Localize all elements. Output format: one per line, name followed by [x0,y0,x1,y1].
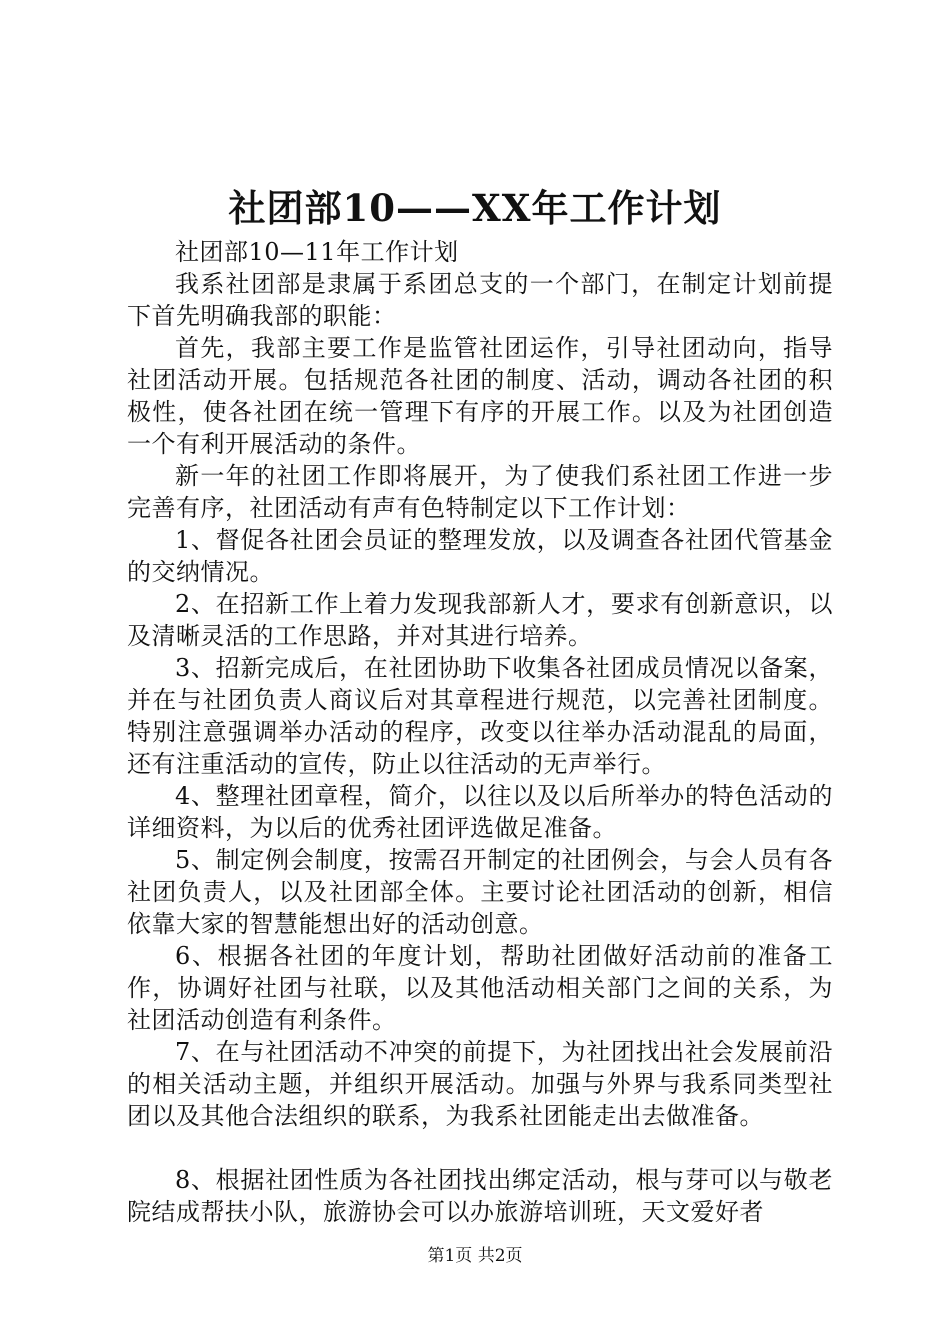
paragraph-intro: 我系社团部是隶属于系团总支的一个部门，在制定计划前提下首先明确我部的职能： [127,270,833,330]
paragraph-item-1: 1、督促各社团会员证的整理发放，以及调查各社团代管基金的交纳情况。 [127,526,833,586]
paragraph-item-4: 4、整理社团章程，简介，以往以及以后所举办的特色活动的详细资料，为以后的优秀社团评选做足准备。 [127,782,833,842]
paragraph-plan-intro: 新一年的社团工作即将展开，为了使我们系社团工作进一步完善有序，社团活动有声有色特制定以下工作计划： [127,462,833,522]
document-title: 社团部10——XX年工作计划 [228,186,722,230]
paragraph-item-7: 7、在与社团活动不冲突的前提下，为社团找出社会发展前沿的相关活动主题，并组织开展活动。加强与外界与我系同类型社团以及其他合法组织的联系，为我系社团能走出去做准备。 [127,1038,833,1130]
paragraph-duties: 首先，我部主要工作是监管社团运作，引导社团动向，指导社团活动开展。包括规范各社团的制度、活动，调动各社团的积极性，使各社团在统一管理下有序的开展工作。以及为社团创造一个有利开展活动的条件。 [127,334,833,458]
page-footer: 第1页 共2页 [427,1246,523,1266]
paragraph-item-8: 8、根据社团性质为各社团找出绑定活动，根与芽可以与敬老院结成帮扶小队，旅游协会可以办旅游培训班，天文爱好者 [127,1166,833,1226]
paragraph-item-3: 3、招新完成后，在社团协助下收集各社团成员情况以备案，并在与社团负责人商议后对其章程进行规范，以完善社团制度。特别注意强调举办活动的程序，改变以往举办活动混乱的局面，还有注重活动的宣传，防止以往活动的无声举行。 [127,654,833,778]
paragraph-item-5: 5、制定例会制度，按需召开制定的社团例会，与会人员有各社团负责人，以及社团部全体。主要讨论社团活动的创新，相信依靠大家的智慧能想出好的活动创意。 [127,846,833,938]
paragraph-item-2: 2、在招新工作上着力发现我部新人才，要求有创新意识，以及清晰灵活的工作思路，并对其进行培养。 [127,590,833,650]
paragraph-item-6: 6、根据各社团的年度计划，帮助社团做好活动前的准备工作，协调好社团与社联，以及其他活动相关部门之间的关系，为社团活动创造有利条件。 [127,942,833,1034]
document-body [127,236,833,1228]
paragraph-subtitle: 社团部10—11年工作计划 [175,238,459,266]
